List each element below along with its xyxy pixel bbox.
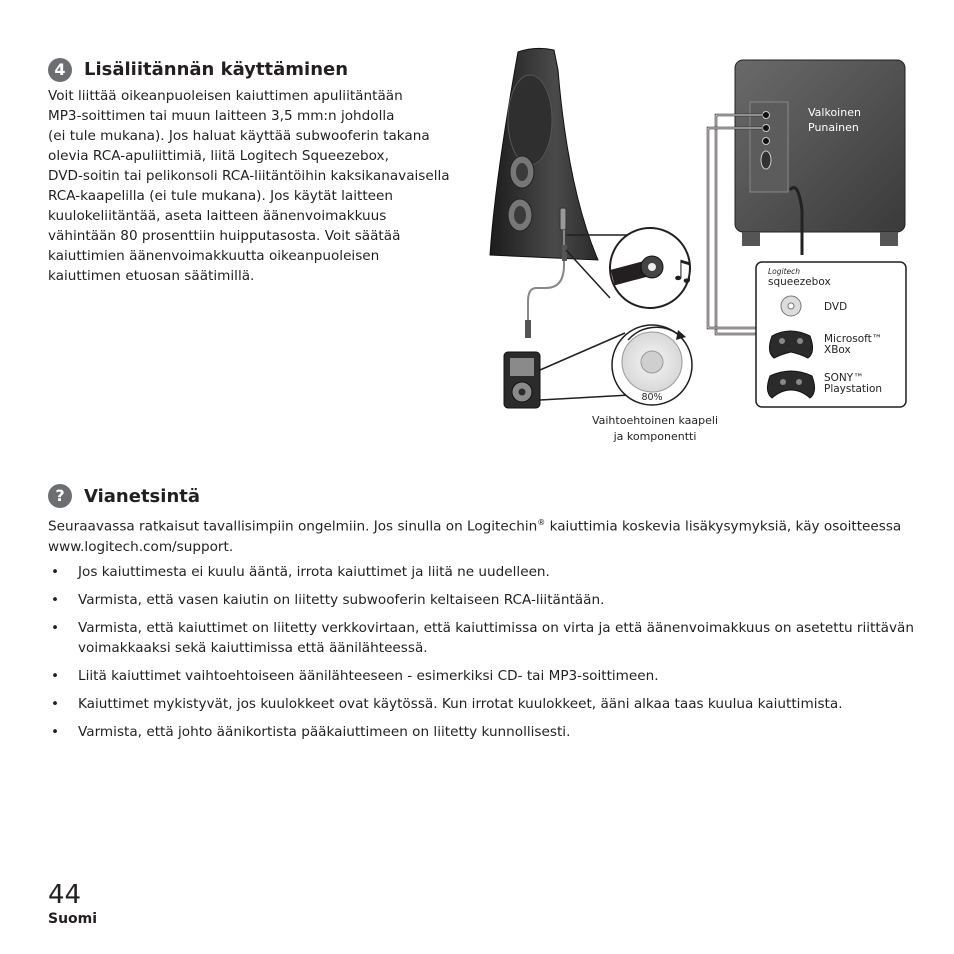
list-item [48, 722, 918, 742]
intro-text: Seuraavassa ratkaisut tavallisimpiin ongelmiin. Jos sinulla on Logitechin [48, 518, 538, 535]
red-rca-label: Punainen [808, 121, 859, 134]
squeezebox-text: squeezebox [768, 276, 831, 288]
body-line: MP3-soittimen tai muun laitteen 3,5 mm:n johdolla [48, 108, 395, 124]
volume-wheel-magnifier [612, 325, 692, 405]
list-item-text: Kaiuttimet mykistyvät, jos kuulokkeet ovat käytössä. Kun irrotat kuulokkeet, ääni alkaa taas kuulua kaiuttimista. [78, 696, 843, 712]
section-troubleshooting-title: Vianetsintä [84, 486, 201, 507]
list-item [48, 590, 918, 610]
list-item-text: Liitä kaiuttimet vaihtoehtoiseen äänilähteeseen - esimerkiksi CD- tai MP3-soittimeen. [78, 668, 659, 684]
list-item [48, 694, 918, 714]
bullet: • [51, 592, 60, 608]
body-line: Voit liittää oikeanpuoleisen kaiuttimen apuliitäntään [48, 88, 403, 104]
bullet: • [51, 668, 60, 684]
xbox-label-line2: XBox [824, 344, 851, 356]
speaker-illustration [490, 48, 598, 260]
troubleshooting-list [48, 562, 918, 750]
body-line: kaiuttimien äänenvoimakkuutta oikeanpuoleisen [48, 248, 380, 264]
list-item-text: Jos kaiuttimesta ei kuulu ääntä, irrota kaiuttimet ja liitä ne uudelleen. [78, 564, 550, 580]
body-line: kaiuttimen etuosan säätimillä. [48, 268, 255, 284]
bullet: • [51, 620, 60, 636]
body-line: RCA-kaapelilla (ei tule mukana). Jos käytät laitteen [48, 188, 394, 204]
step-4-badge: 4 [48, 58, 72, 82]
intro-text-cont: kaiuttimia koskevia lisäkysymyksiä, käy osoitteessa www.logitech.com/support. [48, 518, 902, 555]
source-devices-box [756, 262, 906, 407]
list-item [48, 618, 918, 658]
music-note-icon: ♫ [670, 254, 696, 287]
list-item [48, 562, 918, 582]
bullet: • [51, 564, 60, 580]
troubleshooting-intro [48, 513, 918, 557]
body-line: vähintään 80 prosenttiin huipputasosta. Voit säätää [48, 228, 401, 244]
white-rca-label: Valkoinen [808, 106, 861, 119]
caption-line: Vaihtoehtoinen kaapeli [591, 414, 719, 427]
caption-line: ja komponentti [613, 430, 697, 443]
subwoofer-illustration [735, 60, 905, 255]
ps-label-line2: Playstation [824, 383, 883, 395]
dvd-label: DVD [824, 301, 848, 313]
registered-mark: ® [537, 518, 546, 527]
figure-caption [580, 413, 730, 445]
section-aux-title: Lisäliitännän käyttäminen [84, 59, 349, 80]
list-item-text: Varmista, että johto äänikortista pääkaiuttimeen on liitetty kunnollisesti. [78, 724, 571, 740]
ps-label-line1: SONY™ [824, 372, 864, 384]
list-item [48, 666, 918, 686]
logitech-brand-text: Logitech [768, 267, 801, 276]
body-line: (ei tule mukana). Jos haluat käyttää subwooferin takana [48, 128, 430, 144]
body-line: olevia RCA-apuliittimiä, liitä Logitech Squeezebox, [48, 148, 389, 164]
mp3-player-illustration [504, 333, 630, 408]
question-badge: ? [48, 484, 72, 508]
connection-diagram [480, 40, 920, 415]
bullet: • [51, 696, 60, 712]
list-item-text: Varmista, että kaiuttimet on liitetty verkkovirtaan, että kaiuttimissa on virta ja että äänenvoimakkuus on asetettu riittävän voimakkaaksi sekä kaiuttimissa että äänilähteessä. [78, 620, 915, 656]
section-aux-body [48, 86, 468, 286]
volume-percent-label: 80% [641, 392, 663, 403]
page-language: Suomi [48, 911, 98, 927]
body-line: DVD-soitin tai pelikonsoli RCA-liitäntöihin kaksikanavaisella [48, 168, 450, 184]
page-number: 44 [48, 880, 82, 910]
list-item-text: Varmista, että vasen kaiutin on liitetty subwooferin keltaiseen RCA-liitäntään. [78, 592, 605, 608]
bullet: • [51, 724, 60, 740]
body-line: kuulokeliitäntää, aseta laitteen äänenvoimakkuus [48, 208, 387, 224]
xbox-label-line1: Microsoft™ [824, 333, 883, 345]
